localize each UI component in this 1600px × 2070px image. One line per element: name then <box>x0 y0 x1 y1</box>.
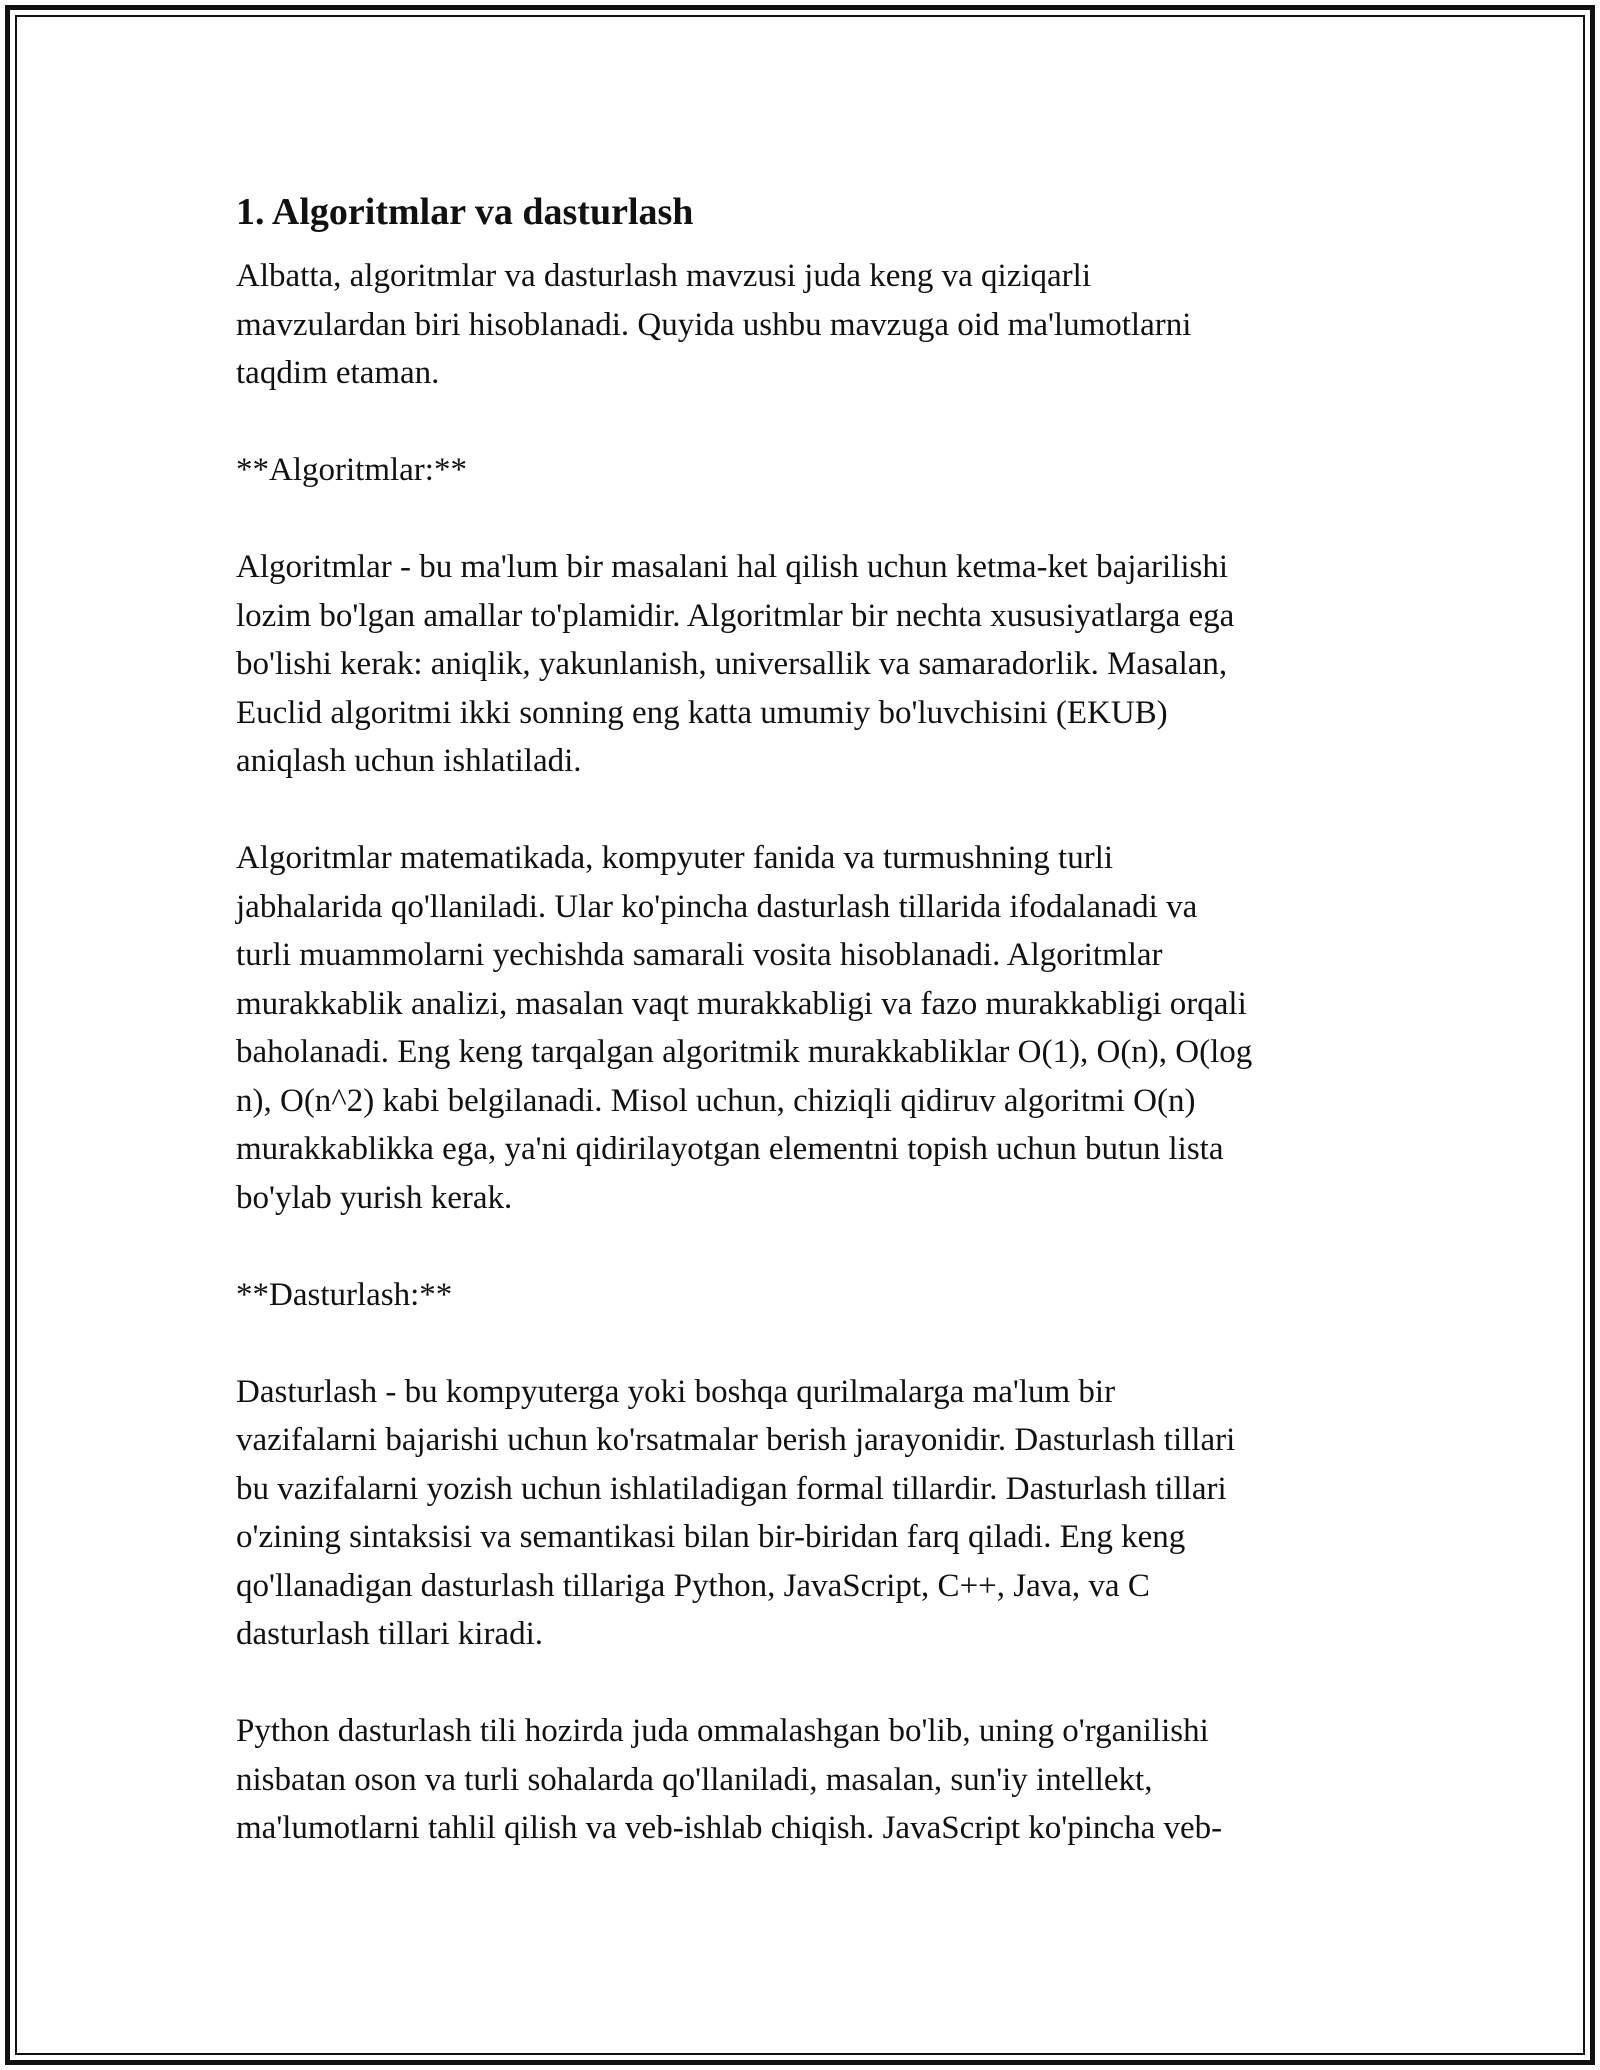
text-line: mavzulardan biri hisoblanadi. Quyida ushbu mavzuga oid ma'lumotlarni <box>236 306 1192 343</box>
text-line: o'zining sintaksisi va semantikasi bilan bir-biridan farq qiladi. Eng keng <box>236 1519 1186 1555</box>
text-line: **Dasturlash:** <box>236 1276 453 1313</box>
text-line: n), O(n^2) kabi belgilanadi. Misol uchun, chiziqli qidiruv algoritmi O(n) <box>236 1082 1196 1119</box>
paragraph <box>236 1707 1366 1853</box>
text-line: Algoritmlar - bu ma'lum bir masalani hal qilish uchun ketma-ket bajarilishi <box>236 549 1229 585</box>
text-line: Dasturlash - bu kompyuterga yoki boshqa qurilmalarga ma'lum bir <box>236 1373 1116 1410</box>
text-line: aniqlash uchun ishlatiladi. <box>236 743 582 779</box>
paragraph <box>236 446 1366 495</box>
text-line: taqdim etaman. <box>236 355 440 391</box>
text-line: bu vazifalarni yozish uchun ishlatiladigan formal tillardir. Dasturlash tillari <box>236 1470 1227 1507</box>
text-line: jabhalarida qo'llaniladi. Ular ko'pincha dasturlash tillarida ifodalanadi va <box>236 888 1198 925</box>
text-line: bo'lishi kerak: aniqlik, yakunlanish, universallik va samaradorlik. Masalan, <box>236 646 1228 682</box>
text-line: Algoritmlar matematikada, kompyuter fanida va turmushning turli <box>236 840 1114 876</box>
text-line: ma'lumotlarni tahlil qilish va veb-ishlab chiqish. JavaScript ko'pincha veb- <box>236 1810 1223 1846</box>
paragraph <box>236 1271 1366 1320</box>
text-line: bo'ylab yurish kerak. <box>236 1179 513 1216</box>
text-line: lozim bo'lgan amallar to'plamidir. Algoritmlar bir nechta xususiyatlarga ega <box>236 597 1235 634</box>
document-body <box>236 184 1366 1901</box>
paragraph-list <box>236 252 1366 1853</box>
text-line: Euclid algoritmi ikki sonning eng katta umumiy bo'luvchisini (EKUB) <box>236 694 1168 731</box>
text-line: **Algoritmlar:** <box>236 452 467 488</box>
text-line: Albatta, algoritmlar va dasturlash mavzusi juda keng va qiziqarli <box>236 258 1091 294</box>
text-line: nisbatan oson va turli sohalarda qo'llaniladi, masalan, sun'iy intellekt, <box>236 1761 1153 1798</box>
paragraph <box>236 543 1366 786</box>
text-line: turli muammolarni yechishda samarali vosita hisoblanadi. Algoritmlar <box>236 937 1163 973</box>
text-line: vazifalarni bajarishi uchun ko'rsatmalar berish jarayonidir. Dasturlash tillari <box>236 1422 1236 1458</box>
paragraph <box>236 834 1366 1222</box>
text-line: murakkablik analizi, masalan vaqt murakkabligi va fazo murakkabligi orqali <box>236 985 1247 1022</box>
text-line: Python dasturlash tili hozirda juda ommalashgan bo'lib, uning o'rganilishi <box>236 1713 1209 1749</box>
paragraph <box>236 1368 1366 1659</box>
text-line: murakkablikka ega, ya'ni qidirilayotgan elementni topish uchun butun lista <box>236 1131 1224 1167</box>
text-line: qo'llanadigan dasturlash tillariga Python, JavaScript, C++, Java, va C <box>236 1567 1150 1604</box>
document-title: 1. Algoritmlar va dasturlash <box>236 191 694 233</box>
paragraph <box>236 252 1366 398</box>
text-line: dasturlash tillari kiradi. <box>236 1616 544 1652</box>
text-line: baholanadi. Eng keng tarqalgan algoritmik murakkabliklar O(1), O(n), O(log <box>236 1034 1253 1070</box>
